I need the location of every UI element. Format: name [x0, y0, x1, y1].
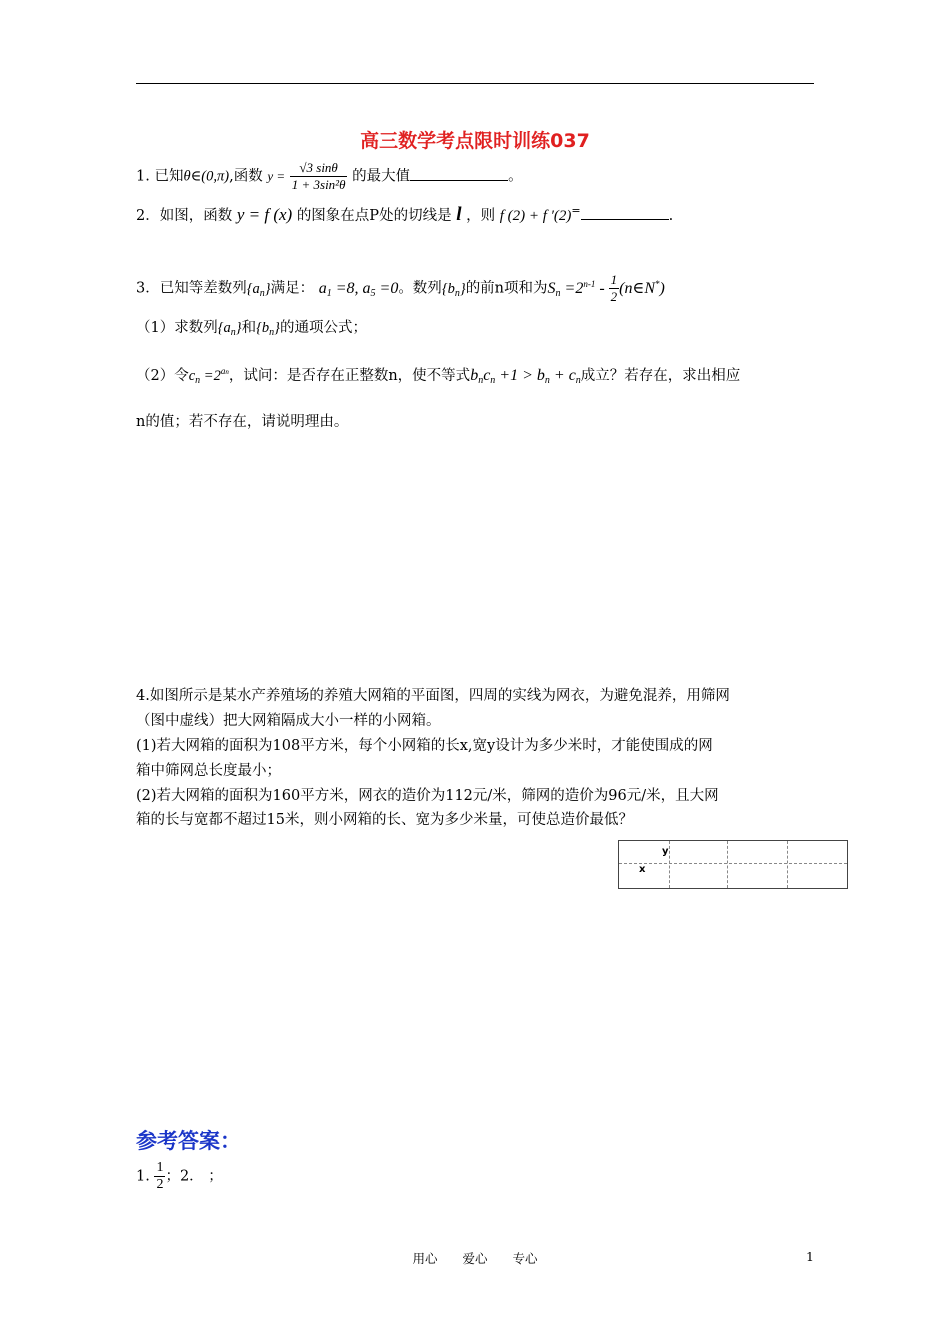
page-number: 1: [806, 1249, 814, 1264]
q4-line-2: （图中虚线）把大网箱隔成大小一样的小网箱。: [136, 713, 441, 729]
q3-line1-c: 。数列: [398, 280, 442, 297]
answer-1-label: 1.: [136, 1168, 150, 1185]
q2-answer-blank[interactable]: [581, 207, 669, 220]
answers-line: [136, 1160, 223, 1193]
q3-part1-and: 和: [241, 320, 257, 336]
q3-part1-seq-b: $\{b_n\}$: [256, 320, 280, 338]
header-rule: [136, 83, 814, 84]
figure-divider-v1: [669, 841, 670, 888]
q3-part1-a: （1）求数列: [136, 320, 218, 336]
footer-motto: 用心 爱心 专心: [412, 1251, 538, 1266]
figure-divider-h: [619, 863, 847, 864]
q1-func-text: ,函数: [229, 168, 263, 185]
q3-part-2: [136, 364, 740, 386]
q2-expr: f (2) + f ′(2): [499, 208, 572, 224]
figure-divider-v3: [787, 841, 788, 888]
q1-answer-blank[interactable]: [410, 168, 508, 181]
q3-condition: $a_1 =8$, $a_5 =0$: [318, 279, 399, 299]
q3-part1-b: 的通项公式；: [279, 320, 367, 336]
q3-part-1: [136, 316, 367, 338]
q3-part2-c: 成立？若存在，求出相应: [580, 368, 741, 384]
q1-fraction: [290, 160, 348, 193]
page-title: 高三数学考点限时训练037: [360, 130, 590, 152]
q2-mid: 的图象在点P处的切线是: [296, 208, 452, 224]
q3-inequality: $b_nc_n +1 > b_n + c_n$: [470, 367, 581, 386]
answer-1-fraction: $\frac{1}{2}$: [156, 1160, 164, 1192]
q3-part1-seq-a: $\{a_n\}$: [217, 320, 242, 338]
q3-part2-b: ，试问：是否存在正整数n，使不等式: [228, 368, 471, 384]
figure-label-y: y: [662, 846, 669, 857]
q3-c-def: $c_n =2^{an}$: [188, 366, 229, 386]
q3-seq-b: $\{b_n\}$: [441, 280, 466, 299]
q3-domain: (n∈N*): [619, 278, 665, 297]
q3-part2-line2: n的值；若不存在，请说明理由。: [136, 414, 349, 430]
q2-prefix: 2．如图，函数: [136, 208, 233, 224]
q3-line1-d: 的前n项和为: [465, 280, 548, 297]
q3-line1-b: 满足：: [270, 280, 315, 297]
answers-heading: 参考答案：: [136, 1129, 241, 1153]
question-2: [136, 204, 673, 226]
q4-line-4: 箱中筛网总长度最小；: [136, 763, 281, 779]
q1-frac-den: 1 + 3sin²θ: [291, 177, 346, 192]
q2-eq: =: [571, 204, 581, 217]
q3-seq-a: $\{a_n\}$: [246, 280, 271, 299]
q3-half-fraction: $\frac{1}{2}$: [610, 272, 618, 304]
q1-suffix: 的最大值: [352, 168, 411, 185]
q2-end: .: [668, 208, 674, 224]
q3-sum-formula: $S_n =2^{n-1}$ -: [547, 278, 609, 299]
q4-line-1: 4.如图所示是某水产养殖场的养殖大网箱的平面图，四周的实线为网衣，为避免混养，用筛网: [136, 688, 730, 704]
q4-line-5: (2)若大网箱的面积为160平方米，网衣的造价为112元/米，筛网的造价为96元/米，且大网: [136, 788, 719, 804]
q2-then: ，则: [466, 208, 496, 224]
q2-tangent-l: l: [456, 204, 462, 225]
question-1: [136, 160, 523, 193]
q1-theta-range: θ∈(0,π): [183, 168, 230, 185]
q1-y-eq: y =: [267, 168, 286, 184]
net-box-figure: [618, 840, 848, 889]
q3-line1-a: 3．已知等差数列: [136, 280, 247, 297]
q1-end: 。: [508, 168, 523, 185]
answer-2-label: ；2． ；: [165, 1168, 223, 1185]
figure-label-x: x: [639, 864, 646, 875]
q1-frac-num: √3 sinθ: [290, 160, 348, 177]
q4-line-3: (1)若大网箱的面积为108平方米，每个小网箱的长x,宽y设计为多少米时，才能使围成的网: [136, 738, 713, 754]
q2-func: y = f (x): [236, 205, 293, 224]
q1-prefix: 1. 已知: [136, 168, 184, 185]
q3-part2-a: （2）令: [136, 368, 189, 384]
question-3: [136, 272, 665, 305]
figure-divider-v2: [727, 841, 728, 888]
q4-line-6: 箱的长与宽都不超过15米，则小网箱的长、宽为多少米量，可使总造价最低？: [136, 812, 633, 828]
